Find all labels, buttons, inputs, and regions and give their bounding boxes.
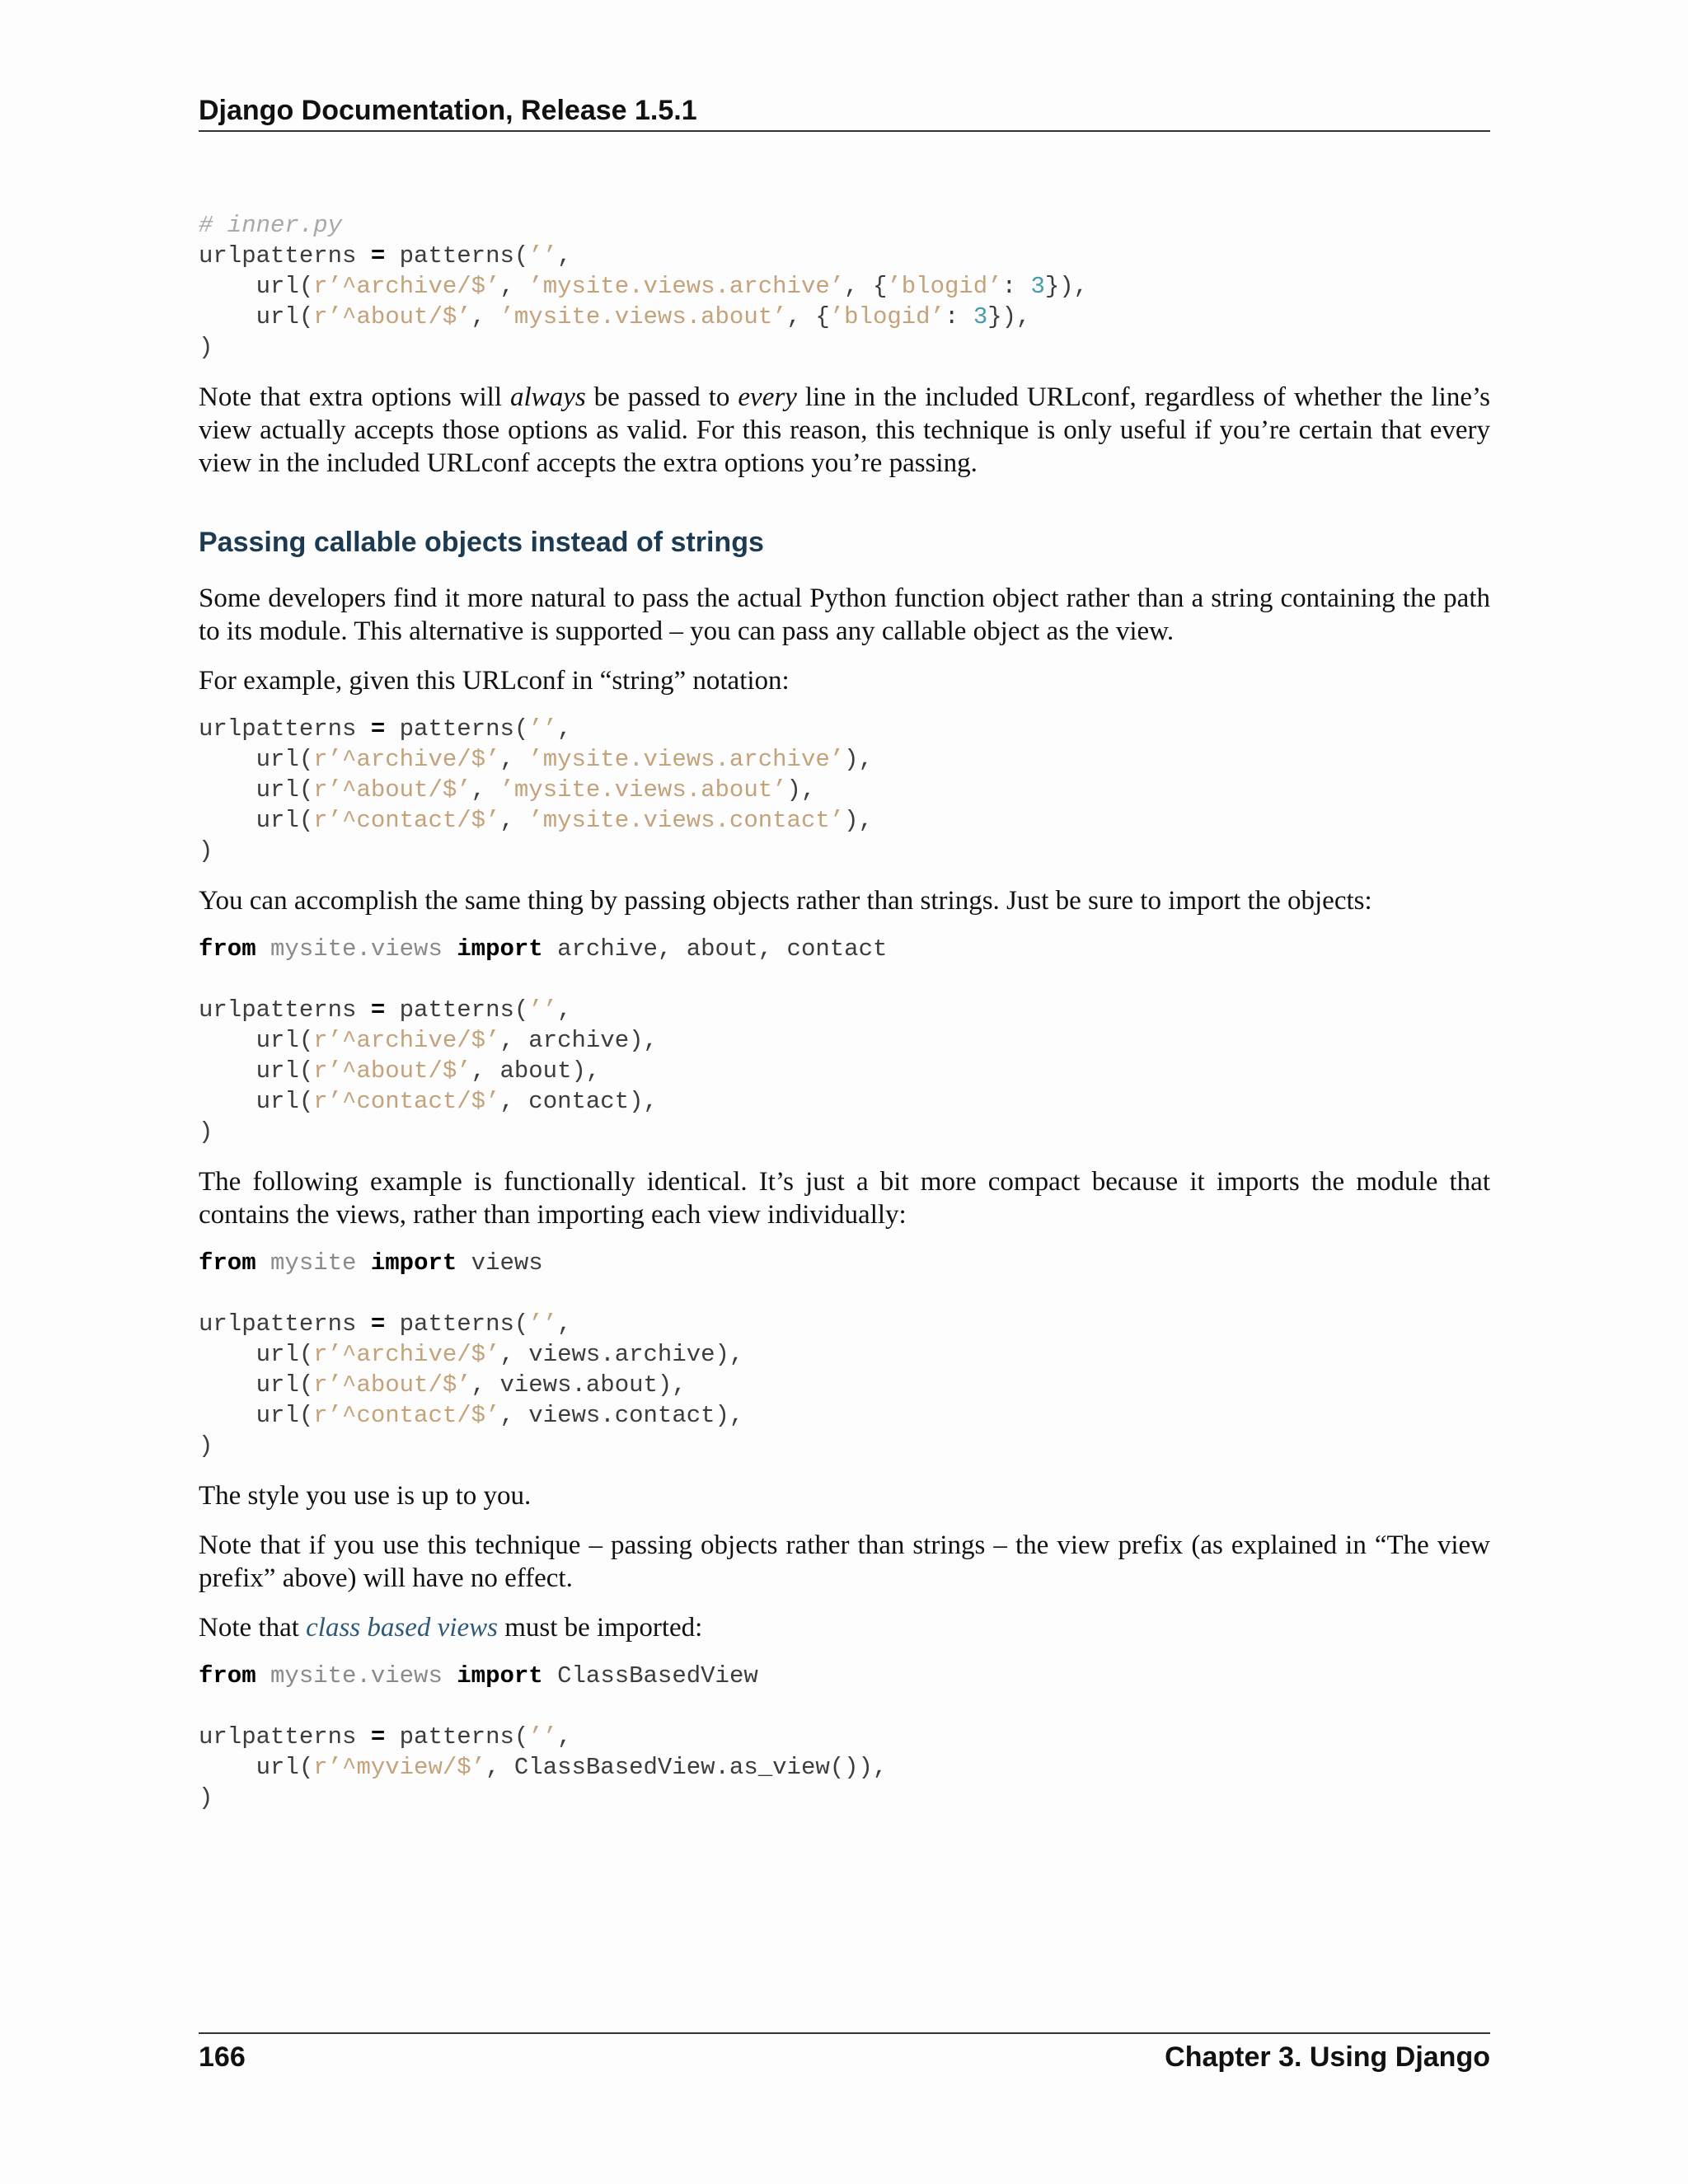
code-token: url(	[199, 1754, 314, 1781]
code-string: r’^about/$’	[313, 1057, 471, 1085]
code-token: , ClassBasedView.as_view()),	[485, 1754, 888, 1781]
code-token: , {	[844, 273, 888, 300]
paragraph-extra-options-note	[199, 381, 1490, 480]
code-operator: =	[370, 242, 386, 269]
code-token: ),	[786, 776, 816, 804]
code-token: patterns(	[385, 715, 529, 743]
code-string: ’’	[528, 242, 558, 269]
code-token: views	[457, 1249, 543, 1277]
code-string: ’mysite.views.contact’	[528, 807, 845, 834]
code-token: url(	[199, 1057, 314, 1085]
text-run: Note that	[199, 1613, 307, 1643]
code-token: ,	[499, 746, 529, 773]
code-string: r’^archive/$’	[313, 1341, 500, 1368]
code-token: url(	[199, 746, 314, 773]
code-block-class-based-view	[199, 1661, 1490, 1813]
code-token: url(	[199, 273, 314, 300]
code-token: urlpatterns	[199, 1723, 371, 1750]
code-token: ,	[557, 715, 572, 743]
code-token: patterns(	[385, 1723, 529, 1750]
code-token: ,	[471, 303, 500, 330]
code-keyword: import	[370, 1249, 457, 1277]
code-token: , archive),	[499, 1027, 658, 1054]
code-string: r’^about/$’	[313, 303, 471, 330]
code-namespace: mysite.views	[270, 1662, 443, 1690]
code-token: patterns(	[385, 1310, 529, 1338]
code-token: ),	[844, 746, 873, 773]
code-string: ’’	[528, 715, 558, 743]
page-number: 166	[199, 2041, 246, 2073]
code-block-inner-py	[199, 210, 1490, 363]
code-block-import-objects	[199, 934, 1490, 1147]
paragraph-functionally-identical: The following example is functionally identical. It’s just a bit more compact because it imports the module that contains the views, rather than importing each view individually:	[199, 1167, 1490, 1230]
code-token: urlpatterns	[199, 242, 371, 269]
code-operator: =	[370, 715, 386, 743]
code-token: )	[199, 837, 213, 865]
code-token: ,	[499, 273, 529, 300]
code-number: 3	[973, 303, 988, 330]
emphasis-every: every	[738, 382, 797, 412]
code-token: patterns(	[385, 242, 529, 269]
code-token: , contact),	[499, 1088, 658, 1115]
code-operator: =	[370, 1723, 386, 1750]
code-token: )	[199, 1784, 213, 1811]
paragraph-style-choice: The style you use is up to you.	[199, 1481, 532, 1511]
code-string: r’^archive/$’	[313, 1027, 500, 1054]
code-token: , views.archive),	[499, 1341, 744, 1368]
code-token: url(	[199, 1371, 314, 1399]
paragraph-class-based-views	[199, 1611, 1490, 1644]
code-token	[443, 1662, 457, 1690]
code-string: ’mysite.views.archive’	[528, 273, 845, 300]
code-token: :	[945, 303, 973, 330]
code-token: :	[1001, 273, 1031, 300]
code-string: r’^about/$’	[313, 776, 471, 804]
code-string: r’^contact/$’	[313, 1402, 500, 1429]
running-header: Django Documentation, Release 1.5.1	[199, 95, 697, 126]
code-token	[256, 1249, 270, 1277]
paragraph-pass-objects: You can accomplish the same thing by passing objects rather than strings. Just be sure to import the objects:	[199, 886, 1372, 916]
code-keyword: from	[199, 935, 256, 963]
code-string: r’^myview/$’	[313, 1754, 486, 1781]
text-run: must be imported:	[497, 1613, 703, 1643]
code-token: , views.contact),	[499, 1402, 744, 1429]
footer-rule	[199, 2032, 1490, 2034]
code-token: ClassBasedView	[542, 1662, 758, 1690]
code-block-import-module	[199, 1248, 1490, 1461]
class-based-views-link[interactable]: class based views	[306, 1613, 498, 1643]
code-string: ’blogid’	[887, 273, 1002, 300]
text-run: line in the included URLconf, regardless of whether the line’s view actually accepts those options as valid. For this reason, this technique is only useful if you’re certain that every view in the included URLconf accepts the extra options you’re passing.	[199, 382, 1490, 478]
code-number: 3	[1030, 273, 1045, 300]
code-token: ,	[557, 996, 572, 1024]
code-token: ),	[844, 807, 873, 834]
code-token: )	[199, 334, 213, 361]
code-string: r’^about/$’	[313, 1371, 471, 1399]
code-token	[256, 935, 270, 963]
code-string: ’mysite.views.about’	[499, 776, 787, 804]
code-string: r’^contact/$’	[313, 807, 500, 834]
page-content	[199, 210, 1490, 1813]
chapter-title: Chapter 3. Using Django	[1165, 2041, 1490, 2073]
code-token: urlpatterns	[199, 996, 371, 1024]
code-token: }),	[987, 303, 1031, 330]
code-namespace: mysite.views	[270, 935, 443, 963]
code-token: url(	[199, 1027, 314, 1054]
code-token: }),	[1044, 273, 1089, 300]
code-token: ,	[471, 776, 500, 804]
running-footer	[199, 2037, 1490, 2077]
code-token: url(	[199, 1402, 314, 1429]
code-token: )	[199, 1118, 213, 1146]
text-run: be passed to	[585, 382, 738, 412]
code-token: , about),	[471, 1057, 601, 1085]
code-token: ,	[557, 1310, 572, 1338]
code-string: ’’	[528, 1723, 558, 1750]
paragraph-view-prefix-note: Note that if you use this technique – passing objects rather than strings – the view prefix (as explained in “The view prefix” above) will have no effect.	[199, 1530, 1490, 1593]
paragraph-string-notation: For example, given this URLconf in “string” notation:	[199, 666, 790, 696]
code-comment: # inner.py	[199, 212, 343, 239]
header-rule	[199, 130, 1490, 132]
code-token: url(	[199, 1088, 314, 1115]
code-string: ’mysite.views.about’	[499, 303, 787, 330]
code-token: url(	[199, 776, 314, 804]
code-token: patterns(	[385, 996, 529, 1024]
code-token: archive, about, contact	[542, 935, 888, 963]
code-string: r’^contact/$’	[313, 1088, 500, 1115]
code-keyword: import	[457, 1662, 543, 1690]
paragraph-callable-intro: Some developers find it more natural to pass the actual Python function object rather than a string containing the path to its module. This alternative is supported – you can pass any callable object as the view.	[199, 583, 1490, 646]
text-run: Note that extra options will	[199, 382, 511, 412]
code-operator: =	[370, 996, 386, 1024]
code-token: urlpatterns	[199, 1310, 371, 1338]
code-token: url(	[199, 1341, 314, 1368]
code-keyword: from	[199, 1662, 256, 1690]
section-heading: Passing callable objects instead of strings	[199, 527, 764, 558]
code-token: ,	[557, 242, 572, 269]
code-token: url(	[199, 807, 314, 834]
code-token: ,	[557, 1723, 572, 1750]
code-string: r’^archive/$’	[313, 746, 500, 773]
code-token	[356, 1249, 370, 1277]
code-token: url(	[199, 303, 314, 330]
code-keyword: import	[457, 935, 543, 963]
code-operator: =	[370, 1310, 386, 1338]
code-token: urlpatterns	[199, 715, 371, 743]
code-namespace: mysite	[270, 1249, 357, 1277]
code-token: , {	[786, 303, 830, 330]
code-string: r’^archive/$’	[313, 273, 500, 300]
code-string: ’’	[528, 1310, 558, 1338]
code-keyword: from	[199, 1249, 256, 1277]
code-string: ’mysite.views.archive’	[528, 746, 845, 773]
code-token: )	[199, 1432, 213, 1460]
code-string: ’blogid’	[829, 303, 945, 330]
code-token	[443, 935, 457, 963]
document-page	[199, 0, 1490, 2184]
code-string: ’’	[528, 996, 558, 1024]
code-token	[256, 1662, 270, 1690]
code-token: , views.about),	[471, 1371, 687, 1399]
code-block-string-notation	[199, 714, 1490, 866]
emphasis-always: always	[510, 382, 586, 412]
code-token: ,	[499, 807, 529, 834]
